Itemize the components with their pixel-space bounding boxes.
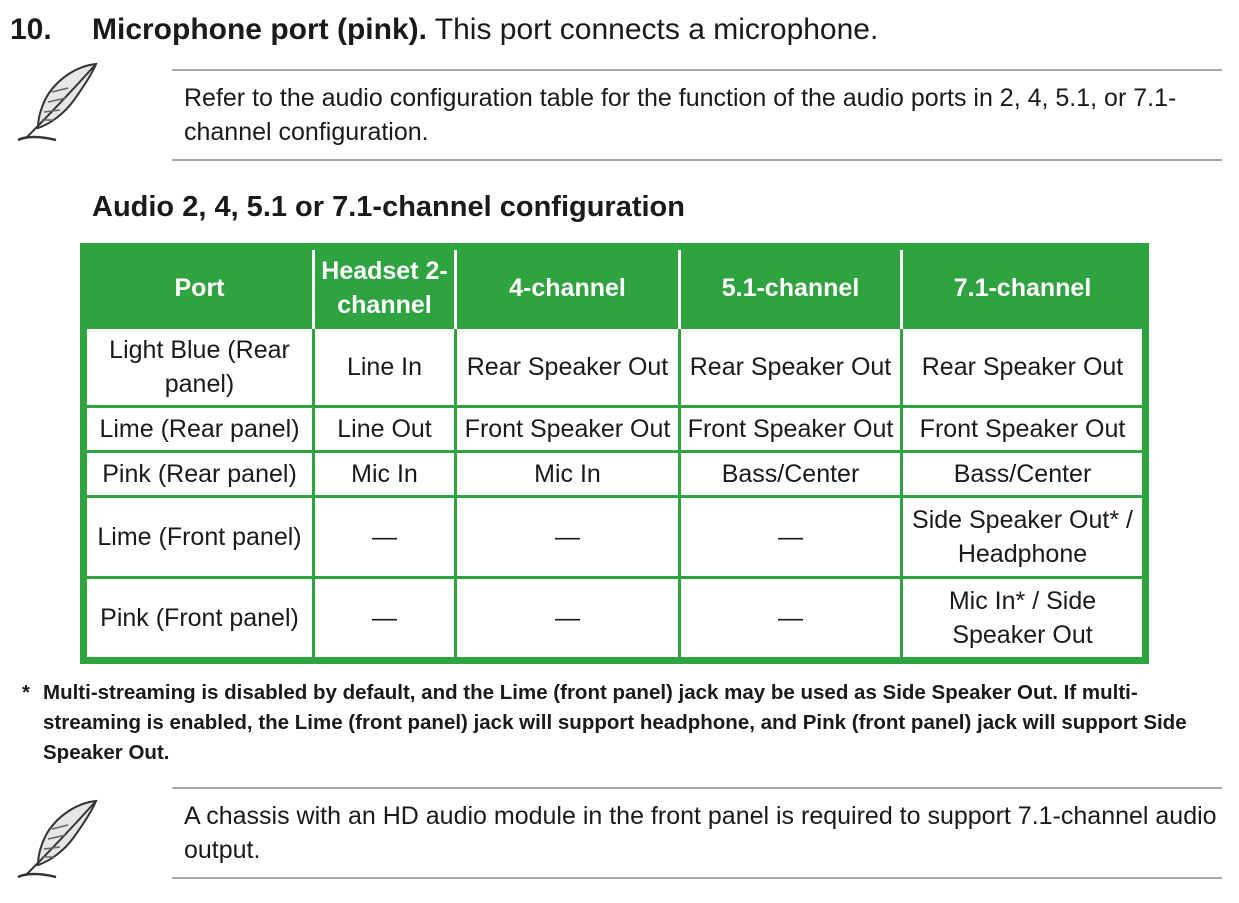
feather-pen-icon [12, 58, 102, 148]
table-cell: Line In [314, 328, 456, 407]
table-cell: Rear Speaker Out [902, 328, 1146, 407]
note-box [172, 787, 1222, 879]
table-cell: Bass/Center [680, 452, 902, 497]
header-headset-2-channel: Headset 2-channel [314, 247, 456, 328]
item-number: 10. [10, 13, 52, 46]
table-row [84, 407, 1146, 452]
table-cell: Pink (Front panel) [84, 578, 314, 661]
table-cell: Front Speaker Out [456, 407, 680, 452]
table-cell: Side Speaker Out* / Headphone [902, 497, 1146, 578]
table-row [84, 452, 1146, 497]
table-cell: Rear Speaker Out [456, 328, 680, 407]
table-cell: Front Speaker Out [680, 407, 902, 452]
table-cell: Mic In [314, 452, 456, 497]
table-cell: Lime (Front panel) [84, 497, 314, 578]
table-cell: Line Out [314, 407, 456, 452]
table-row [84, 497, 1146, 578]
footnote [22, 678, 1222, 768]
header-7-1-channel: 7.1-channel [902, 247, 1146, 328]
table-header-row [84, 247, 1146, 328]
table-cell: Front Speaker Out [902, 407, 1146, 452]
table-cell: Lime (Rear panel) [84, 407, 314, 452]
header-port: Port [84, 247, 314, 328]
table-cell: Mic In* / Side Speaker Out [902, 578, 1146, 661]
footnote-text: Multi-streaming is disabled by default, and the Lime (front panel) jack may be used as Side Speaker Out. If multi-streaming is enabled, the Lime (front panel) jack will support headphone, and Pink (front panel) jack will support Side Speaker Out. [43, 681, 1187, 764]
audio-configuration-table [80, 243, 1149, 664]
header-5-1-channel: 5.1-channel [680, 247, 902, 328]
section-title: Audio 2, 4, 5.1 or 7.1-channel configuration [92, 191, 685, 223]
table-cell: — [680, 497, 902, 578]
table-cell: Mic In [456, 452, 680, 497]
table-cell: Pink (Rear panel) [84, 452, 314, 497]
item-heading [10, 10, 878, 50]
table-cell: Rear Speaker Out [680, 328, 902, 407]
note-text: A chassis with an HD audio module in the front panel is required to support 7.1-channel audio output. [184, 802, 1217, 864]
item-title: Microphone port (pink). [92, 13, 427, 46]
feather-pen-icon [12, 795, 102, 885]
table-row [84, 578, 1146, 661]
table-row [84, 328, 1146, 407]
table-cell: — [314, 578, 456, 661]
table-cell: — [456, 497, 680, 578]
table-cell: — [314, 497, 456, 578]
table-cell: — [680, 578, 902, 661]
footnote-marker: * [22, 681, 30, 704]
note-text: Refer to the audio configuration table for the function of the audio ports in 2, 4, 5.1, or 7.1-channel configuration. [184, 84, 1177, 146]
header-4-channel: 4-channel [456, 247, 680, 328]
note-box [172, 69, 1222, 161]
table-cell: Light Blue (Rear panel) [84, 328, 314, 407]
table-cell: Bass/Center [902, 452, 1146, 497]
table-cell: — [456, 578, 680, 661]
item-description: This port connects a microphone. [434, 13, 879, 46]
